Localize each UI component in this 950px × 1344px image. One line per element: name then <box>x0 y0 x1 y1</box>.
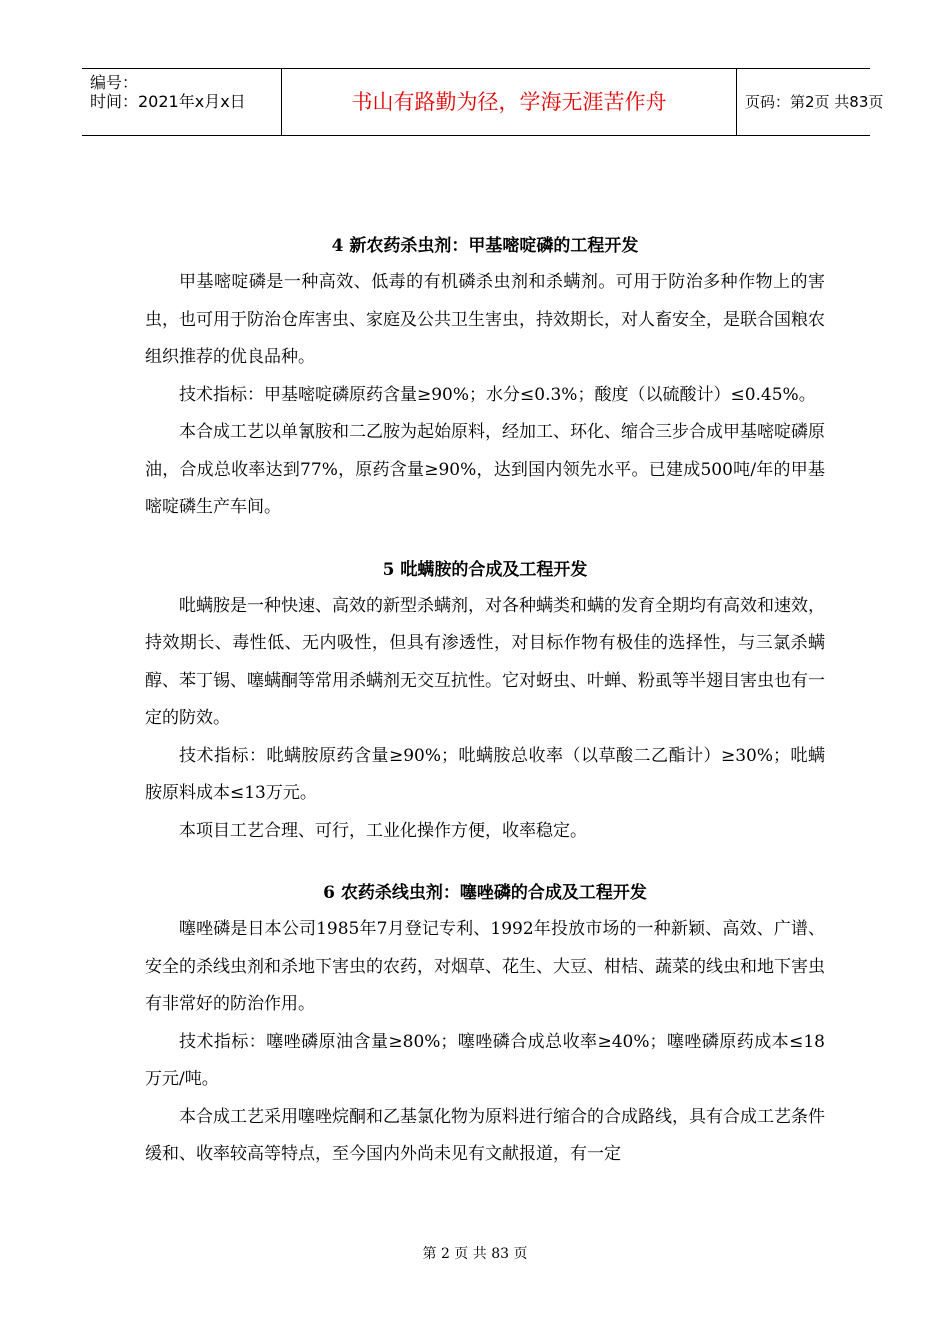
header-page-info: 页码：第2页 共83页 <box>745 93 884 111</box>
section-gap <box>145 527 825 552</box>
section-heading: 4 新农药杀虫剂：甲基嘧啶磷的工程开发 <box>331 236 639 256</box>
section-heading: 6 农药杀线虫剂：噻唑磷的合成及工程开发 <box>323 883 647 903</box>
paragraph: 噻唑磷是日本公司1985年7月登记专利、1992年投放市场的一种新颖、高效、广谱、安全的杀线虫剂和杀地下害虫的农药，对烟草、花生、大豆、柑桔、蔬菜的线虫和地下害虫有非常好的防治作用。 <box>145 919 825 1014</box>
header-meta-cell <box>82 69 282 135</box>
section-gap <box>145 850 825 875</box>
section-5 <box>145 552 825 851</box>
paragraph: 技术指标：甲基嘧啶磷原药含量≥90%；水分≤0.3%；酸度（以硫酸计）≤0.45%。 <box>179 384 816 405</box>
document-body <box>145 228 825 1174</box>
header-motto: 书山有路勤为径，学海无涯苦作舟 <box>282 69 737 135</box>
section-4 <box>145 228 825 527</box>
section-6 <box>145 875 825 1174</box>
paragraph: 本合成工艺以单氰胺和二乙胺为起始原料，经加工、环化、缩合三步合成甲基嘧啶磷原油，合成总收率达到77%，原药含量≥90%，达到国内领先水平。已建成500吨/年的甲基嘧啶磷生产车间。 <box>145 422 825 517</box>
paragraph: 技术指标：吡螨胺原药含量≥90%；吡螨胺总收率（以草酸二乙酯计）≥30%；吡螨胺原料成本≤13万元。 <box>145 745 825 803</box>
serial-number-label: 编号： <box>90 73 139 92</box>
paragraph: 吡螨胺是一种快速、高效的新型杀螨剂，对各种螨类和螨的发育全期均有高效和速效，持效期长、毒性低、无内吸性，但具有渗透性，对目标作物有极佳的选择性，与三氯杀螨醇、苯丁锡、噻螨酮等常用杀螨剂无交互抗性。它对蚜虫、叶蝉、粉虱等半翅目害虫也有一定的防效。 <box>145 595 825 728</box>
page-header <box>82 68 884 136</box>
date-label: 时间：2021年x月x日 <box>90 92 246 111</box>
paragraph: 本合成工艺采用噻唑烷酮和乙基氯化物为原料进行缩合的合成路线，具有合成工艺条件缓和、收率较高等特点，至今国内外尚未见有文献报道，有一定 <box>145 1106 825 1164</box>
paragraph: 技术指标：噻唑磷原油含量≥80%；噻唑磷合成总收率≥40%；噻唑磷原药成本≤18万元/吨。 <box>145 1031 825 1089</box>
page-footer: 第 2 页 共 83 页 <box>422 1246 528 1262</box>
paragraph: 本项目工艺合理、可行，工业化操作方便，收率稳定。 <box>179 820 587 841</box>
section-heading: 5 吡螨胺的合成及工程开发 <box>382 559 588 580</box>
paragraph: 甲基嘧啶磷是一种高效、低毒的有机磷杀虫剂和杀螨剂。可用于防治多种作物上的害虫，也可用于防治仓库害虫、家庭及公共卫生害虫，持效期长，对人畜安全，是联合国粮农组织推荐的优良品种。 <box>145 272 825 367</box>
